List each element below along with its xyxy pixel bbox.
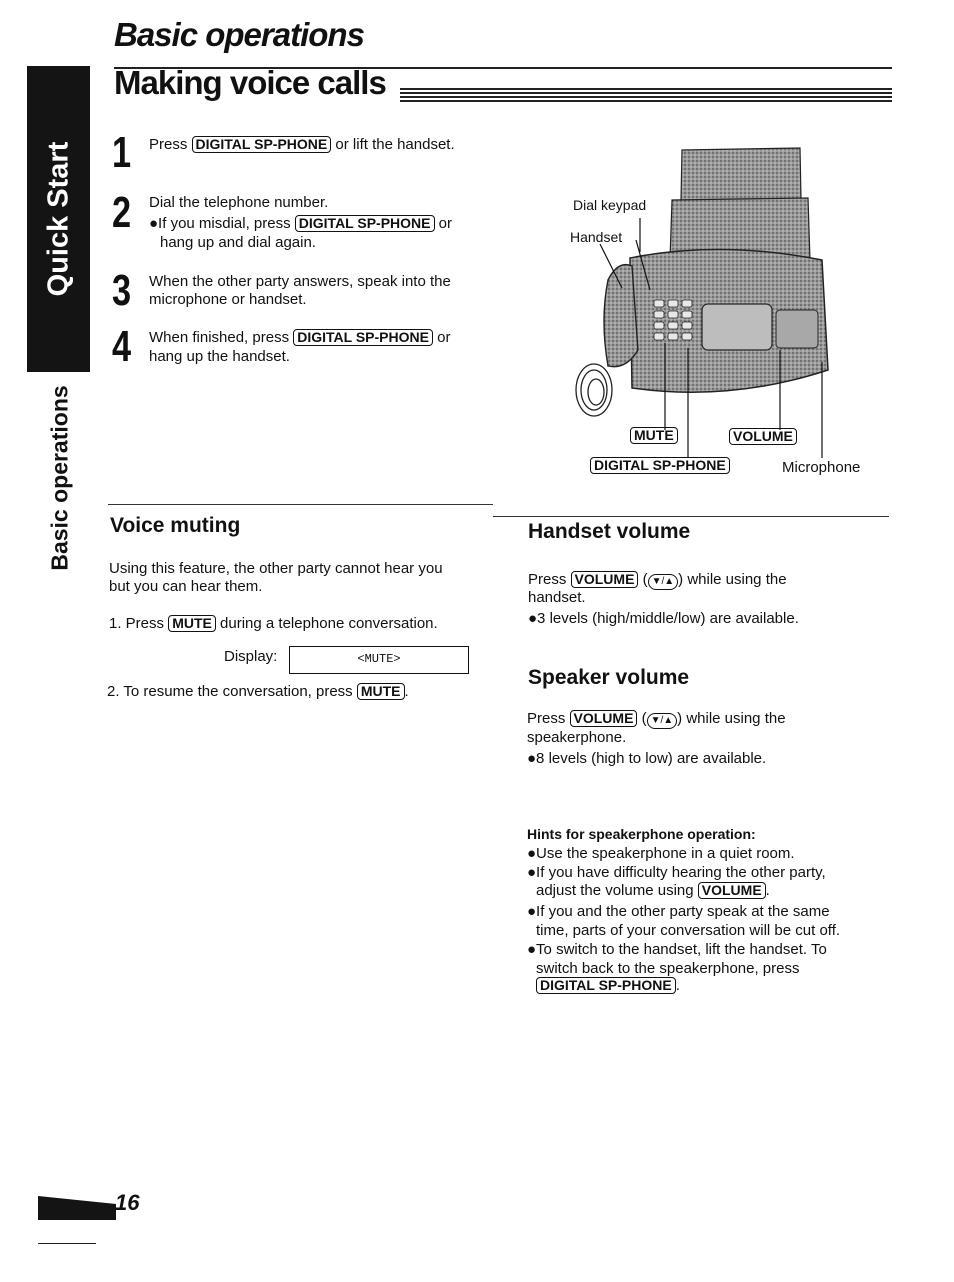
side-tab-quick-start — [27, 66, 90, 372]
step-text: microphone or handset. — [149, 291, 307, 308]
hint-item: time, parts of your conversation will be cut off. — [536, 922, 841, 939]
fax-machine-illustration — [560, 140, 880, 485]
step-text: ●If you misdial, press DIGITAL SP-PHONE or — [149, 215, 453, 232]
handset-volume-bullet: ●3 levels (high/middle/low) are available. — [528, 610, 799, 627]
display-box: <MUTE> — [289, 646, 469, 674]
key-label: DIGITAL SP-PHONE — [536, 977, 676, 994]
voice-muting-intro: Using this feature, the other party cannot hear you — [109, 560, 443, 577]
mute-key-label: MUTE — [630, 427, 678, 445]
speaker-volume-heading: Speaker volume — [528, 666, 690, 689]
page-number: 16 — [115, 1190, 140, 1215]
page-title: Making voice calls — [114, 64, 386, 101]
hint-item: ●If you have difficulty hearing the other party, — [527, 864, 826, 881]
key-label: DIGITAL SP-PHONE — [192, 136, 332, 153]
handset-label: Handset — [570, 229, 623, 245]
step-text: When finished, press DIGITAL SP-PHONE or — [149, 329, 451, 346]
footer-rule — [38, 1243, 96, 1244]
voice-muting-heading: Voice muting — [110, 514, 241, 537]
side-section-label: Basic operations — [46, 384, 73, 571]
handset-volume-heading: Handset volume — [528, 520, 691, 543]
step-text: Press DIGITAL SP-PHONE or lift the handset. — [149, 136, 455, 153]
speaker-volume-bullet: ●8 levels (high to low) are available. — [527, 750, 767, 767]
title-underline — [400, 88, 892, 104]
speaker-volume-text: speakerphone. — [527, 729, 627, 746]
handset-volume-text: Press VOLUME ( ▼/▲ ) while using the — [528, 571, 787, 588]
hint-item: DIGITAL SP-PHONE . — [536, 977, 680, 995]
key-label: MUTE — [357, 683, 405, 700]
dial-keypad-label: Dial keypad — [573, 197, 647, 213]
step-text: hang up the handset. — [149, 348, 290, 365]
digital-sp-phone-key-label: DIGITAL SP-PHONE — [590, 457, 730, 475]
microphone-label: Microphone — [782, 459, 861, 476]
hint-item: adjust the volume using VOLUME . — [536, 882, 770, 899]
step-number: 4 — [112, 322, 132, 371]
voice-muting-step: 2. To resume the conversation, press MUTE . — [107, 683, 409, 700]
page-tab-mark — [38, 1190, 118, 1224]
speaker-volume-text: Press VOLUME ( ▼/▲ ) while using the — [527, 710, 786, 727]
hint-item: ●If you and the other party speak at the same — [527, 903, 830, 920]
key-label: VOLUME — [570, 710, 638, 727]
hint-item: ●To switch to the handset, lift the handset. To — [527, 941, 827, 958]
key-label: VOLUME — [698, 882, 766, 899]
hint-item: ●Use the speakerphone in a quiet room. — [527, 845, 795, 862]
key-label: DIGITAL SP-PHONE — [295, 215, 435, 232]
hint-item: switch back to the speakerphone, press — [536, 960, 800, 977]
step-text: When the other party answers, speak into the — [149, 273, 451, 290]
arrow-keys-icon: ▼/▲ — [648, 574, 679, 590]
arrow-keys-icon: ▼/▲ — [647, 713, 678, 729]
section-rule — [493, 516, 889, 517]
step-text: hang up and dial again. — [160, 234, 316, 251]
display-label: Display: — [224, 648, 278, 665]
side-tab-label: Quick Start — [42, 141, 74, 297]
section-rule — [108, 504, 493, 505]
step-number: 3 — [112, 266, 132, 315]
key-label: MUTE — [168, 615, 216, 632]
section-title: Basic operations — [114, 16, 364, 53]
step-number: 2 — [112, 188, 132, 237]
handset-volume-text: handset. — [528, 589, 586, 606]
step-text: Dial the telephone number. — [149, 194, 329, 211]
step-number: 1 — [112, 128, 132, 177]
hints-heading: Hints for speakerphone operation: — [527, 826, 756, 842]
key-label: VOLUME — [571, 571, 639, 588]
key-label: DIGITAL SP-PHONE — [293, 329, 433, 346]
voice-muting-intro: but you can hear them. — [109, 578, 263, 595]
voice-muting-step: 1. Press MUTE during a telephone conversation. — [109, 615, 438, 632]
volume-key-label: VOLUME — [729, 428, 797, 446]
